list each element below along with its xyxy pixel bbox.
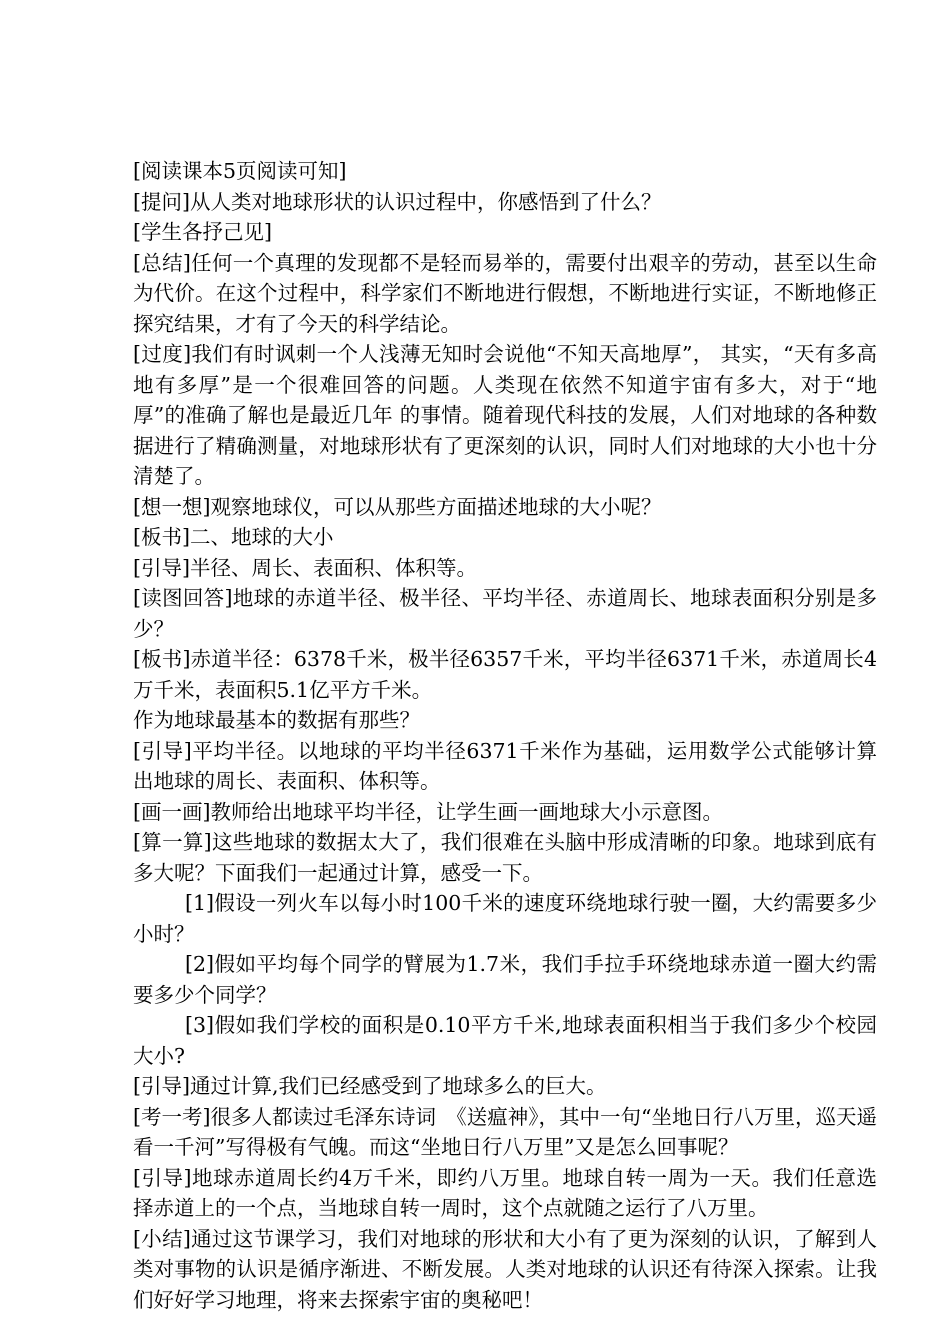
paragraph-transition: [过度]我们有时讽刺一个人浅薄无知时会说他“不知天高地厚”， 其实，“天有多高地有多厚”是一个很难回答的问题。人类现在依然不知道宇宙有多大，对于“地厚”的准确了解也是最近几年 的事情。随着现代科技的发展，人们对地球的各种数据进行了精确测量，对地球形状有了更深刻的认识，同时人们对地球的大小也十分清楚了。 [133,342,877,488]
paragraph-basic-data-question: 作为地球最基本的数据有那些？ [133,708,420,732]
paragraph-exercise-2: [2]假如平均每个同学的臂展为1.7米，我们手拉手环绕地球赤道一圈大约需要多少个同学？ [133,952,877,1007]
paragraph-student-views: [学生各抒己见] [133,220,272,244]
paragraph-reading-note: [阅读课本5页阅读可知] [133,159,347,183]
paragraph-calculate: [算一算]这些地球的数据太大了，我们很难在头脑中形成清晰的印象。地球到底有多大呢？下面我们一起通过计算，感受一下。 [133,830,877,885]
paragraph-guide-rotation: [引导]地球赤道周长约4万千米，即约八万里。地球自转一周为一天。我们任意选择赤道上的一个点，当地球自转一周时，这个点就随之运行了八万里。 [133,1165,877,1220]
paragraph-guide-dimensions: [引导]半径、周长、表面积、体积等。 [133,555,477,580]
paragraph-board-heading: [板书]二、地球的大小 [133,525,334,549]
document-body [133,156,877,1315]
paragraph-guide-calculation: [引导]通过计算,我们已经感受到了地球多么的巨大。 [133,1074,607,1098]
paragraph-guide-radius: [引导]平均半径。以地球的平均半径6371千米作为基础，运用数学公式能够计算出地球的周长、表面积、体积等。 [133,738,877,793]
paragraph-draw: [画一画]教师给出地球平均半径，让学生画一画地球大小示意图。 [133,799,723,824]
paragraph-board-data: [板书]赤道半径：6378千米，极半径6357千米，平均半径6371千米，赤道周长4万千米，表面积5.1亿平方千米。 [133,647,877,702]
paragraph-exercise-1: [1]假设一列火车以每小时100千米的速度环绕地球行驶一圈，大约需要多少小时？ [133,891,877,946]
paragraph-quiz: [考一考]很多人都读过毛泽东诗词 《送瘟神》，其中一句“坐地日行八万里，巡天遥看一千河”写得极有气魄。而这“坐地日行八万里”又是怎么回事呢？ [133,1104,877,1159]
paragraph-read-map: [读图回答]地球的赤道半径、极半径、平均半径、赤道周长、地球表面积分别是多少？ [133,586,877,641]
paragraph-summary: [总结]任何一个真理的发现都不是轻而易举的，需要付出艰辛的劳动，甚至以生命为代价。在这个过程中，科学家们不断地进行假想，不断地进行实证，不断地修正探究结果，才有了今天的科学结论。 [133,250,877,336]
paragraph-conclusion: [小结]通过这节课学习，我们对地球的形状和大小有了更为深刻的认识，了解到人类对事物的认识是循序渐进、不断发展。人类对地球的认识还有待深入探索。让我们好好学习地理，将来去探索宇宙的奥秘吧！ [133,1226,877,1312]
paragraph-exercise-3: [3]假如我们学校的面积是0.10平方千米,地球表面积相当于我们多少个校园大小? [133,1013,877,1068]
paragraph-think: [想一想]观察地球仪，可以从那些方面描述地球的大小呢？ [133,494,662,519]
paragraph-question: [提问]从人类对地球形状的认识过程中，你感悟到了什么？ [133,189,662,214]
